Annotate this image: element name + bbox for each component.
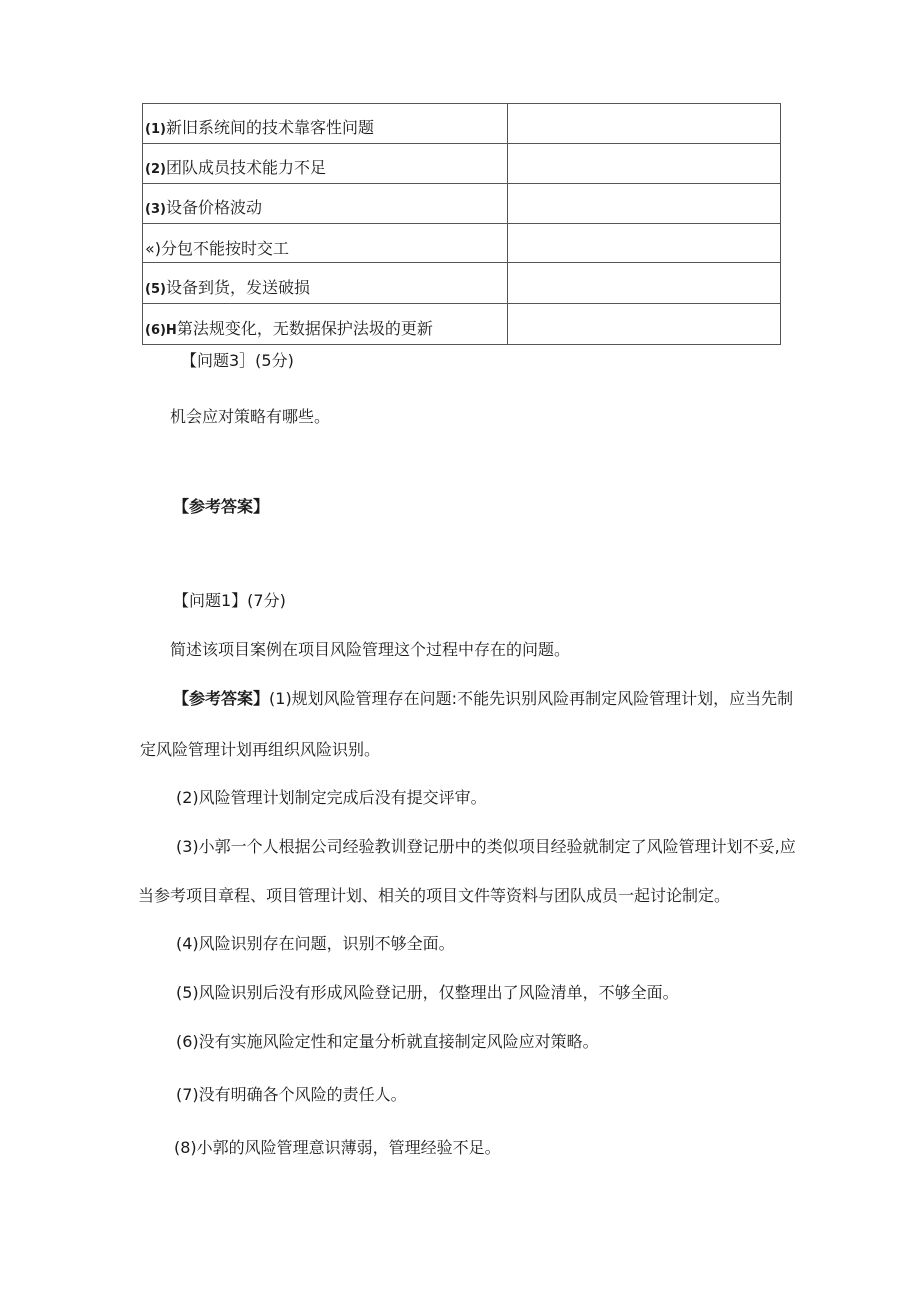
risk-item-cell (143, 104, 508, 144)
answer-7: (7)没有明确各个风险的责任人。 (176, 1085, 407, 1104)
risk-item-text: 设备价格波动 (165, 198, 262, 217)
risk-item-text: 设备到货，发送破损 (165, 278, 310, 297)
empty-cell (508, 144, 781, 184)
empty-cell (508, 184, 781, 224)
table-row (143, 304, 781, 345)
answer-label: 【参考答案】 (173, 689, 270, 708)
risk-table (142, 103, 781, 345)
risk-item-text: 第法规变化，无数据保护法圾的更新 (176, 319, 433, 338)
risk-item-number: (5) (145, 282, 166, 297)
answer-5: (5)风险识别后没有形成风险登记册，仅整理出了风险清单，不够全面。 (176, 983, 679, 1002)
risk-item-cell (143, 263, 508, 304)
answer-3-line-2: 当参考项目章程、项目管理计划、相关的项目文件等资料与团队成员一起讨论制定。 (138, 886, 731, 905)
risk-item-cell (143, 144, 508, 184)
answer-2: (2)风险管理计划制定完成后没有提交评审。 (176, 788, 487, 807)
risk-item-number: (6)H (145, 323, 177, 338)
risk-item-cell (143, 184, 508, 224)
risk-item-text: 新旧系统间的技术靠客性问题 (165, 118, 374, 137)
table-row (143, 184, 781, 224)
risk-item-text: 团队成员技术能力不足 (165, 158, 326, 177)
answer-4: (4)风险识别存在问题，识别不够全面。 (176, 934, 455, 953)
risk-item-number: (2) (145, 162, 166, 177)
answer-1-text: (1)规划风险管理存在问题:不能先识别风险再制定风险管理计划，应当先制 (269, 689, 794, 708)
risk-item-text: 分包不能按时交工 (161, 239, 290, 258)
table-row (143, 224, 781, 263)
risk-item-number: (3) (145, 202, 166, 217)
question3-heading: 【问题3］(5分) (181, 351, 294, 370)
table-row (143, 263, 781, 304)
empty-cell (508, 304, 781, 345)
answer-1-line-2: 定风险管理计划再组织风险识别。 (140, 740, 381, 759)
question1-heading: 【问题1】(7分) (173, 591, 286, 610)
answer-8: (8)小郭的风险管理意识薄弱，管理经验不足。 (174, 1138, 501, 1157)
reference-answer-heading: 【参考答案】 (173, 497, 270, 516)
answer-1-line-1 (173, 689, 793, 709)
question1-body: 简述该项目案例在项目风险管理这个过程中存在的问题。 (170, 640, 571, 659)
answer-6: (6)没有实施风险定性和定量分析就直接制定风险应对策略。 (176, 1032, 599, 1051)
empty-cell (508, 224, 781, 263)
answer-3-line-1: (3)小郭一个人根据公司经验教训登记册中的类似项目经验就制定了风险管理计划不妥,应 (176, 837, 796, 856)
empty-cell (508, 263, 781, 304)
table-row (143, 144, 781, 184)
question3-body: 机会应对策略有哪些。 (170, 407, 331, 426)
risk-item-cell (143, 224, 508, 263)
risk-item-cell (143, 304, 508, 345)
risk-item-number: (1) (145, 122, 166, 137)
empty-cell (508, 104, 781, 144)
risk-item-number: «) (145, 239, 162, 258)
table-row (143, 104, 781, 144)
